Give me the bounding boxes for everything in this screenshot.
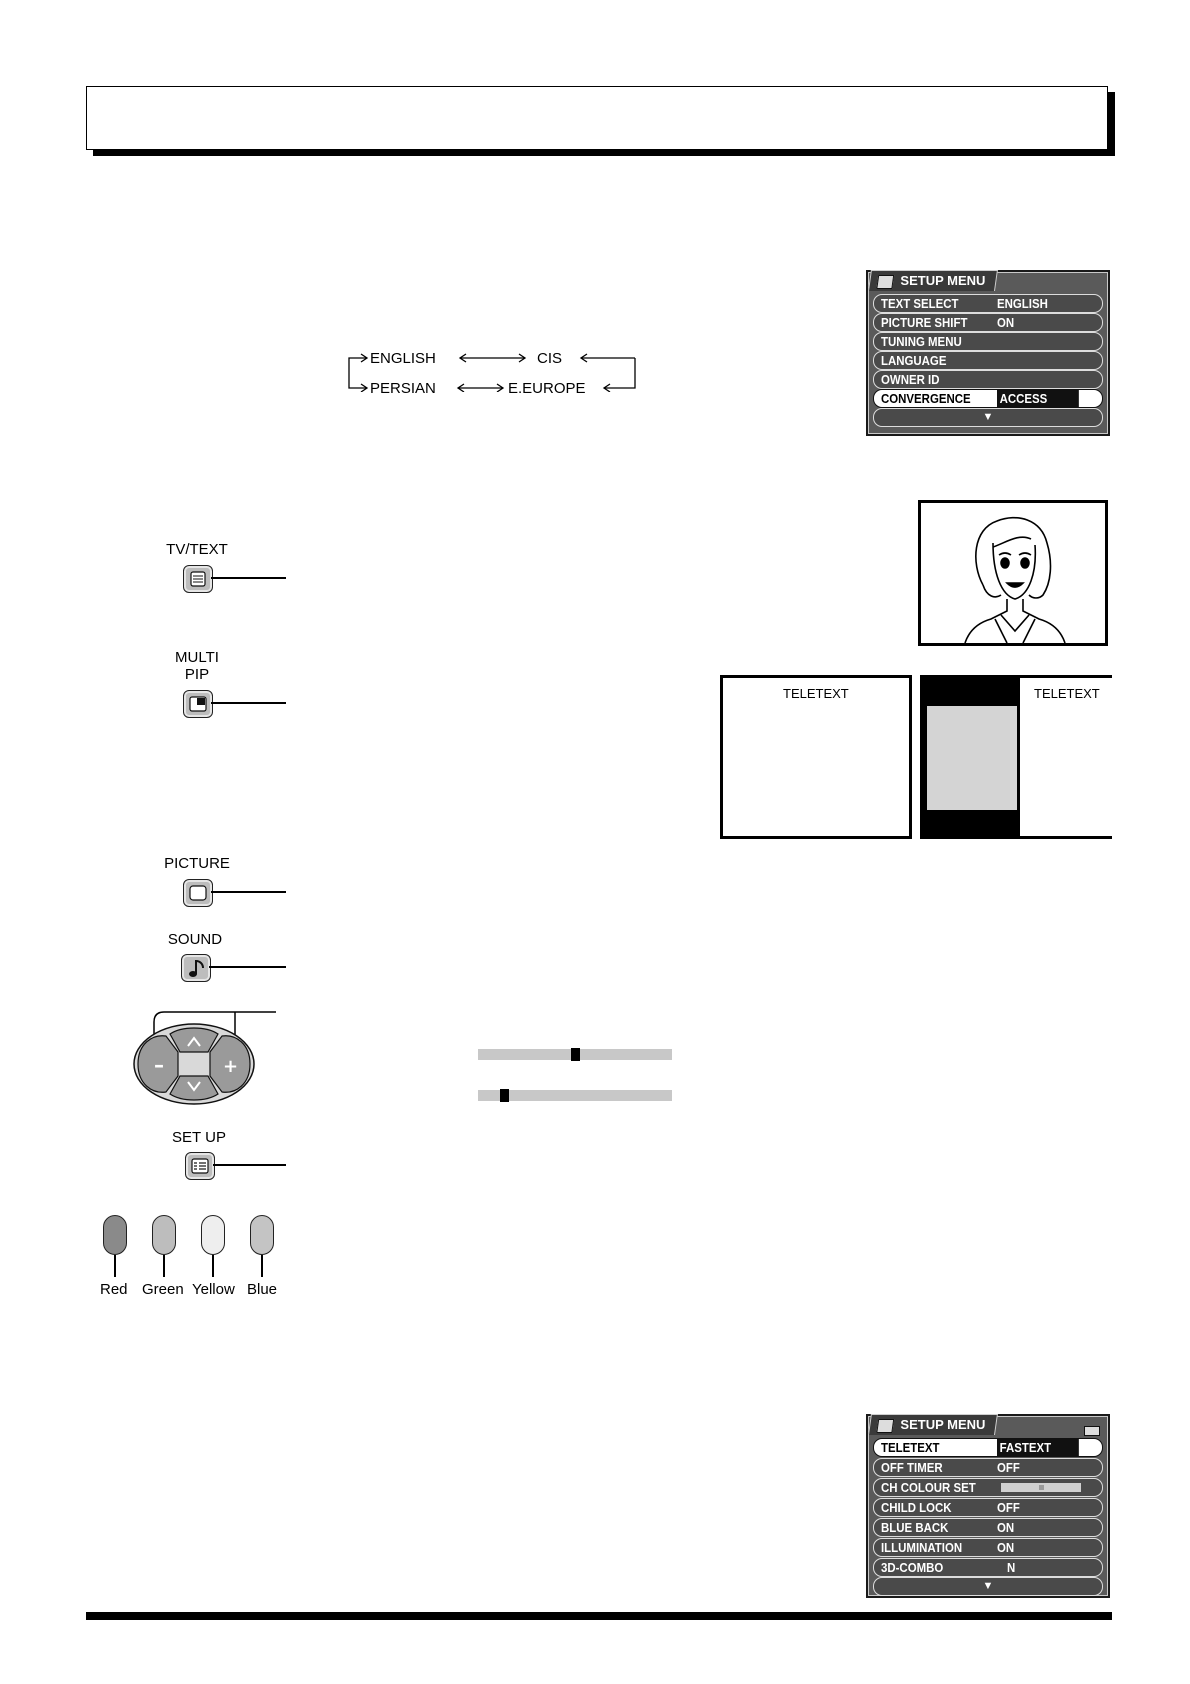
red-button[interactable] — [103, 1215, 127, 1255]
lang-e-europe: E.EUROPE — [508, 380, 586, 397]
multi-label: MULTI — [175, 649, 219, 666]
minus-button[interactable] — [138, 1036, 178, 1093]
menu-row-label: TUNING MENU — [881, 334, 962, 349]
menu-row-label: BLUE BACK — [881, 1520, 949, 1535]
menu-row-tuning-menu[interactable] — [873, 332, 1103, 351]
green-label: Green — [142, 1281, 184, 1298]
teletext-split-screen — [920, 675, 1112, 839]
menu-row-label: OFF TIMER — [881, 1460, 943, 1475]
svg-text:+: + — [223, 1056, 239, 1077]
bottom-rule — [86, 1612, 1112, 1620]
menu-row-label: 3D-COMBO — [881, 1560, 944, 1575]
set-up-button[interactable] — [185, 1152, 215, 1180]
setup-menu-bottom — [866, 1414, 1110, 1598]
setup-list-icon — [186, 1153, 214, 1179]
tv-picture-screen — [918, 500, 1108, 646]
menu-row-illumination[interactable] — [873, 1538, 1103, 1557]
set-up-label: SET UP — [172, 1129, 226, 1146]
menu-row-value: OFF — [997, 1460, 1020, 1475]
multi-pip-button[interactable] — [183, 690, 213, 718]
slider-knob[interactable] — [500, 1089, 509, 1102]
menu-row-label: ILLUMINATION — [881, 1540, 963, 1555]
lang-cis: CIS — [537, 350, 563, 367]
yellow-label: Yellow — [192, 1281, 235, 1298]
red-leader-line — [114, 1255, 116, 1277]
menu-row-teletext[interactable] — [873, 1438, 1103, 1457]
menu-row-label: CH COLOUR SET — [881, 1480, 976, 1495]
menu-row-value: N — [1007, 1560, 1016, 1575]
red-label: Red — [100, 1281, 128, 1298]
menu-more-arrow[interactable]: ▼ — [873, 1577, 1103, 1596]
menu-row-label: TELETEXT — [881, 1440, 940, 1455]
menu-row-convergence[interactable] — [873, 389, 1103, 408]
blue-leader-line — [261, 1255, 263, 1277]
menu-row-value: OFF — [997, 1500, 1020, 1515]
set-up-leader-line — [213, 1164, 286, 1166]
menu-row-label: TEXT SELECT — [881, 296, 959, 311]
menu-row-off-timer[interactable] — [873, 1458, 1103, 1477]
menu-row-picture-shift[interactable] — [873, 313, 1103, 332]
sound-label: SOUND — [167, 931, 223, 948]
picture-label: PICTURE — [164, 855, 230, 872]
menu-row-value: FASTEXT — [997, 1439, 1079, 1456]
menu-row-label: PICTURE SHIFT — [881, 315, 968, 330]
sound-leader-line — [209, 966, 286, 968]
picture-button[interactable] — [183, 879, 213, 907]
colour-set-marker — [1039, 1485, 1044, 1490]
menu-row-value: ON — [997, 1540, 1015, 1555]
menu-row-blue-back[interactable] — [873, 1518, 1103, 1537]
setup-menu-top — [866, 270, 1110, 436]
lang-english: ENGLISH — [370, 350, 436, 367]
setup-menu-bottom-title: SETUP MENU — [900, 1417, 986, 1432]
menu-row-text-select[interactable] — [873, 294, 1103, 313]
setup-menu-bottom-tab — [868, 1414, 998, 1435]
menu-row-3d-combo[interactable] — [873, 1558, 1103, 1577]
lang-persian: PERSIAN — [370, 380, 436, 397]
slider-knob[interactable] — [571, 1048, 580, 1061]
header-box — [86, 86, 1108, 150]
svg-text:–: – — [154, 1053, 164, 1077]
control-pad — [130, 1000, 290, 1106]
teletext-right-label: TELETEXT — [1034, 686, 1100, 701]
text-lines-icon — [184, 566, 212, 592]
plus-button[interactable] — [210, 1036, 250, 1093]
menu-row-value: ON — [997, 315, 1015, 330]
picture-leader-line — [211, 891, 286, 893]
colour-set-bar — [1001, 1483, 1081, 1492]
green-button[interactable] — [152, 1215, 176, 1255]
menu-more-arrow[interactable]: ▼ — [873, 408, 1103, 427]
menu-row-value: ACCESS — [997, 390, 1079, 407]
blue-label: Blue — [247, 1281, 278, 1298]
pip-icon — [184, 691, 212, 717]
menu-row-ch-colour-set[interactable] — [873, 1478, 1103, 1497]
menu-row-label: CHILD LOCK — [881, 1500, 952, 1515]
menu-row-language[interactable] — [873, 351, 1103, 370]
blue-button[interactable] — [250, 1215, 274, 1255]
picture-icon — [184, 880, 212, 906]
music-note-icon — [182, 955, 210, 981]
menu-row-owner-id[interactable] — [873, 370, 1103, 389]
teletext-full-screen — [720, 675, 912, 839]
yellow-leader-line — [212, 1255, 214, 1277]
sound-button[interactable] — [181, 954, 211, 982]
menu-row-value: ENGLISH — [997, 296, 1048, 311]
tv-text-leader-line — [211, 577, 286, 579]
level-slider-2[interactable] — [478, 1090, 672, 1101]
pip-label: PIP — [184, 666, 210, 683]
green-leader-line — [163, 1255, 165, 1277]
menu-row-child-lock[interactable] — [873, 1498, 1103, 1517]
page-indicator-icon — [1084, 1426, 1100, 1436]
multi-pip-leader-line — [211, 702, 286, 704]
setup-menu-top-tab — [868, 270, 998, 291]
woman-illustration — [921, 503, 1105, 643]
setup-menu-top-title: SETUP MENU — [900, 273, 986, 288]
level-slider-1[interactable] — [478, 1049, 672, 1060]
teletext-half — [1017, 678, 1112, 836]
tv-text-label: TV/TEXT — [166, 541, 228, 558]
tv-text-button[interactable] — [183, 565, 213, 593]
yellow-button[interactable] — [201, 1215, 225, 1255]
menu-list-icon — [876, 275, 894, 289]
menu-row-label: LANGUAGE — [881, 353, 947, 368]
menu-row-label: CONVERGENCE — [881, 391, 971, 406]
menu-row-label: OWNER ID — [881, 372, 940, 387]
tv-picture-half — [927, 706, 1017, 810]
teletext-left-label: TELETEXT — [783, 686, 849, 701]
menu-row-value: ON — [997, 1520, 1015, 1535]
menu-list-icon — [876, 1419, 894, 1433]
